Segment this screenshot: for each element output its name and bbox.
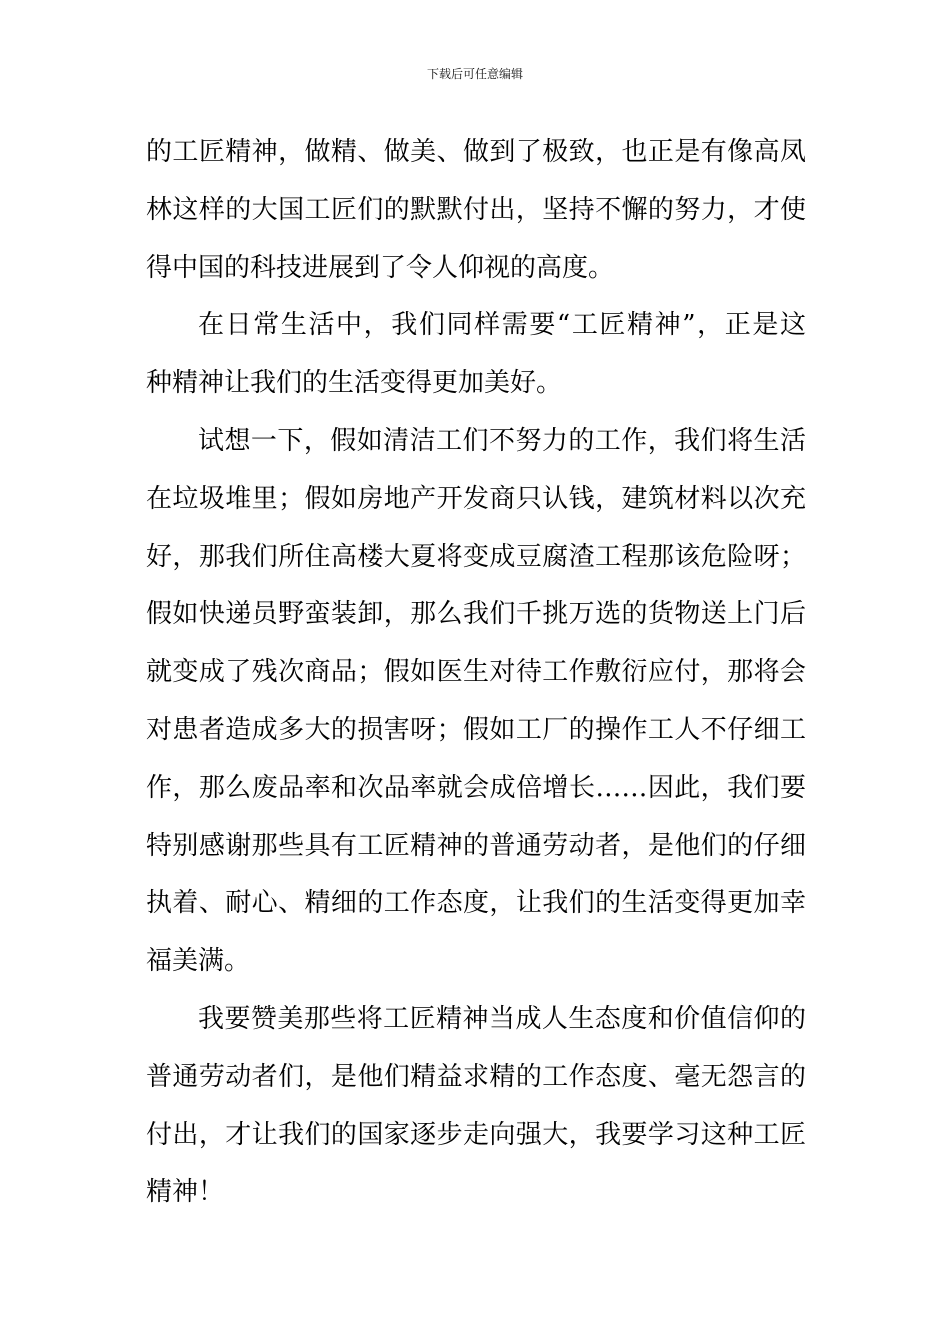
text-line: 试想一下，假如清洁工们不努力的工作，我们将生活 — [198, 425, 806, 456]
text-line: 执着、耐心、精细的工作态度，让我们的生活变得更加幸 — [146, 888, 806, 919]
text-line: 我要赞美那些将工匠精神当成人生态度和价值信仰的 — [198, 1003, 806, 1034]
text-line: 对患者造成多大的损害呀；假如工厂的操作工人不仔细工 — [146, 714, 806, 745]
text-line: 在日常生活中，我们同样需要“工匠精神”，正是这 — [198, 310, 806, 341]
paragraph-2 — [146, 297, 806, 413]
text-line: 特别感谢那些具有工匠精神的普通劳动者，是他们的仔细 — [146, 830, 806, 861]
text-line: 福美满。 — [146, 946, 251, 977]
text-line: 作，那么废品率和次品率就会成倍增长……因此，我们要 — [146, 772, 806, 803]
text-line: 就变成了残次商品；假如医生对待工作敷衍应付，那将会 — [146, 657, 806, 688]
paragraph-1 — [146, 124, 806, 297]
text-line: 精神！ — [146, 1177, 225, 1208]
text-line: 的工匠精神，做精、做美、做到了极致，也正是有像高凤 — [146, 137, 806, 167]
text-line: 在垃圾堆里；假如房地产开发商只认钱，建筑材料以次充 — [146, 483, 806, 514]
text-line: 普通劳动者们，是他们精益求精的工作态度、毫无怨言的 — [146, 1061, 806, 1092]
document-body — [146, 124, 806, 1222]
text-line: 得中国的科技进展到了令人仰视的高度。 — [146, 252, 615, 283]
paragraph-4 — [146, 991, 806, 1222]
text-line: 假如快递员野蛮装卸，那么我们千挑万选的货物送上门后 — [146, 599, 806, 630]
text-line: 林这样的大国工匠们的默默付出，坚持不懈的努力，才使 — [146, 194, 806, 225]
text-line: 种精神让我们的生活变得更加美好。 — [146, 368, 563, 399]
text-line: 好，那我们所住高楼大夏将变成豆腐渣工程那该危险呀； — [146, 541, 806, 572]
paragraph-3 — [146, 413, 806, 991]
text-line: 付出，才让我们的国家逐步走向强大，我要学习这种工匠 — [146, 1119, 806, 1150]
page-header: 下载后可任意编辑 — [426, 67, 523, 81]
